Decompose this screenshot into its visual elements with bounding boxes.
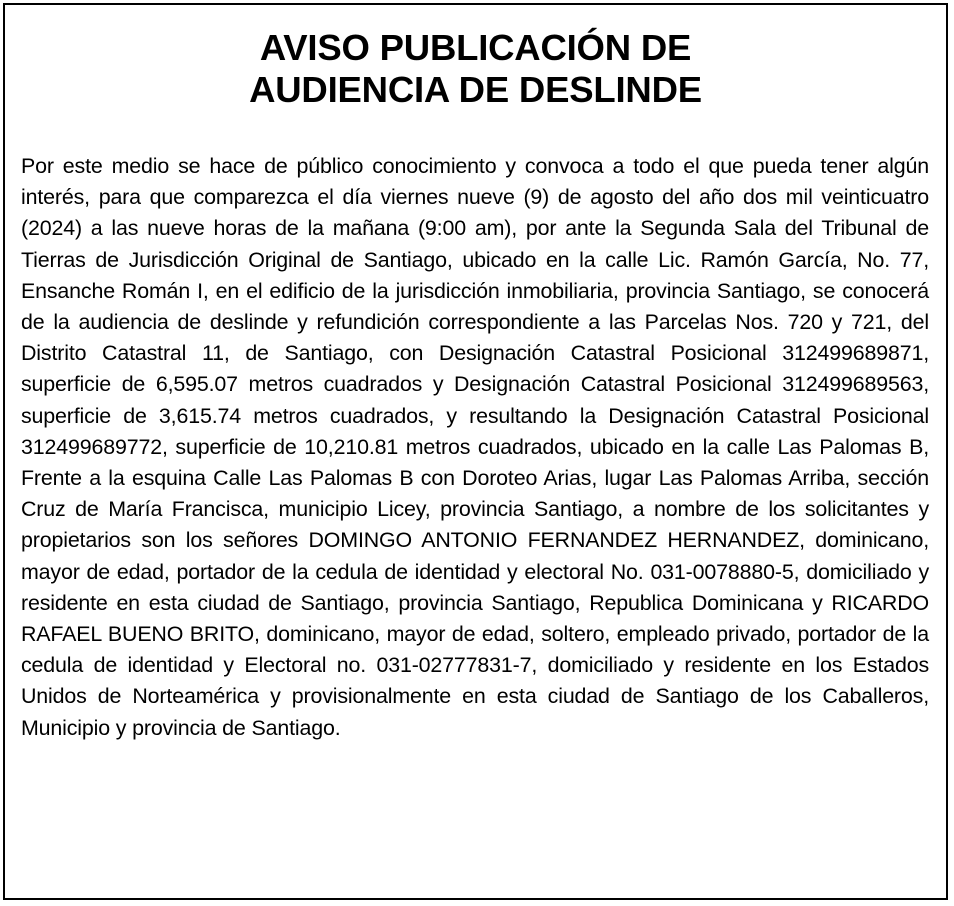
notice-body: Por este medio se hace de público conocimiento y convoca a todo el que pueda tener algún interés, para que comparezca el día viernes nueve (9) de agosto del año dos mil veinticuatro (2024) a las nueve horas de la mañana (9:00 am), por ante la Segunda Sala del Tribunal de Tierras de Jurisdicción Original de Santiago, ubicado en la calle Lic. Ramón García, No. 77, Ensanche Román I, en el edificio de la jurisdicción inmobiliaria, provincia Santiago, se conocerá de la audiencia de deslinde y refundición correspondiente a las Parcelas Nos. 720 y 721, del Distrito Catastral 11, de Santiago, con Designación Catastral Posicional 312499689871, superficie de 6,595.07 metros cuadrados y Designación Catastral Posicional 312499689563, superficie de 3,615.74 metros cuadrados, y resultando la Designación Catastral Posicional 312499689772, superficie de 10,210.81 metros cuadrados, ubicado en la calle Las Palomas B, Frente a la esquina Calle Las Palomas B con Doroteo Arias, lugar Las Palomas Arriba, sección Cruz de María Francisca, municipio Licey, provincia Santiago, a nombre de los solicitantes y propietarios son los señores DOMINGO ANTONIO FERNANDEZ HERNANDEZ, dominicano, mayor de edad, portador de la cedula de identidad y electoral No. 031-0078880-5, domiciliado y residente en esta ciudad de Santiago, provincia Santiago, Republica Dominicana y RICARDO RAFAEL BUENO BRITO, dominicano, mayor de edad, soltero, empleado privado, portador de la cedula de identidad y Electoral no. 031-02777831-7, domiciliado y residente en los Estados Unidos de Norteamérica y provisionalmente en esta ciudad de Santiago de los Caballeros, Municipio y provincia de Santiago. [21,154,929,740]
notice-title [5,27,946,111]
notice-title-line-1: AVISO PUBLICACIÓN DE [259,27,692,68]
notice-title-line-2: AUDIENCIA DE DESLINDE [249,69,702,110]
notice-frame [3,3,948,900]
